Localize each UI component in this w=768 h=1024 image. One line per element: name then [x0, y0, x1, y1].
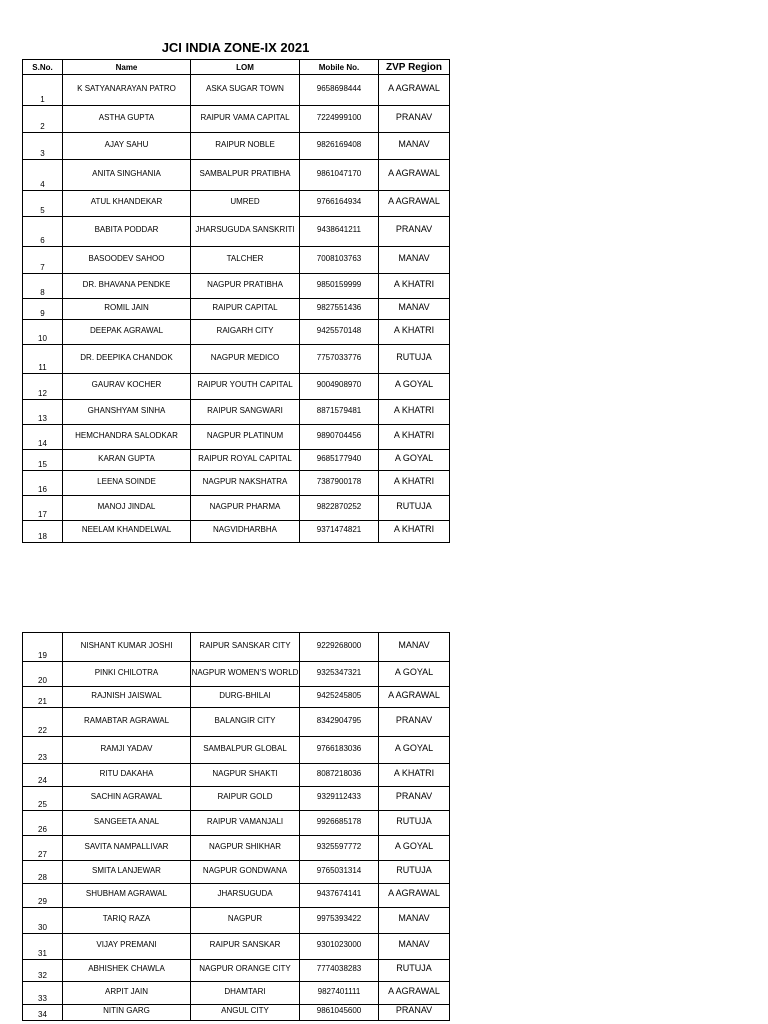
cell-zvp-region: MANAV — [379, 934, 450, 960]
table-row — [23, 400, 450, 425]
cell-mobile: 9861045600 — [300, 1005, 379, 1021]
cell-lom: UMRED — [191, 191, 300, 217]
cell-lom: NAGPUR PRATIBHA — [191, 274, 300, 299]
cell-zvp-region: MANAV — [379, 633, 450, 662]
cell-zvp-region: A KHATRI — [379, 764, 450, 787]
cell-lom: RAIPUR VAMA CAPITAL — [191, 106, 300, 133]
cell-mobile: 7224999100 — [300, 106, 379, 133]
table-row — [23, 737, 450, 764]
cell-lom: NAGPUR SHIKHAR — [191, 836, 300, 861]
cell-name: GAURAV KOCHER — [63, 374, 191, 400]
cell-sno: 31 — [23, 934, 63, 960]
cell-name: ABHISHEK CHAWLA — [63, 960, 191, 982]
table-row — [23, 299, 450, 320]
cell-name: ANITA SINGHANIA — [63, 160, 191, 191]
cell-mobile: 9827551436 — [300, 299, 379, 320]
cell-sno: 1 — [23, 75, 63, 106]
cell-lom: BALANGIR CITY — [191, 708, 300, 737]
table-row — [23, 662, 450, 687]
cell-lom: RAIPUR NOBLE — [191, 133, 300, 160]
cell-mobile: 9827401111 — [300, 982, 379, 1005]
cell-mobile: 7757033776 — [300, 345, 379, 374]
cell-zvp-region: MANAV — [379, 133, 450, 160]
cell-lom: RAIPUR CAPITAL — [191, 299, 300, 320]
cell-sno: 18 — [23, 521, 63, 543]
cell-zvp-region: RUTUJA — [379, 960, 450, 982]
cell-zvp-region: A GOYAL — [379, 737, 450, 764]
cell-zvp-region: MANAV — [379, 908, 450, 934]
cell-zvp-region: A AGRAWAL — [379, 191, 450, 217]
cell-sno: 9 — [23, 299, 63, 320]
table-row — [23, 982, 450, 1005]
cell-mobile: 7387900178 — [300, 471, 379, 496]
table-row — [23, 425, 450, 450]
cell-name: SHUBHAM AGRAWAL — [63, 884, 191, 908]
cell-zvp-region: A KHATRI — [379, 425, 450, 450]
cell-name: K SATYANARAYAN PATRO — [63, 75, 191, 106]
cell-name: DR. DEEPIKA CHANDOK — [63, 345, 191, 374]
cell-name: DEEPAK AGRAWAL — [63, 320, 191, 345]
cell-name: RAMJI YADAV — [63, 737, 191, 764]
cell-mobile: 9301023000 — [300, 934, 379, 960]
cell-mobile: 9425570148 — [300, 320, 379, 345]
cell-name: RAMABTAR AGRAWAL — [63, 708, 191, 737]
cell-name: NEELAM KHANDELWAL — [63, 521, 191, 543]
cell-lom: RAIPUR VAMANJALI — [191, 811, 300, 836]
header-lom: LOM — [191, 60, 300, 75]
cell-zvp-region: A AGRAWAL — [379, 75, 450, 106]
table-row — [23, 374, 450, 400]
cell-sno: 16 — [23, 471, 63, 496]
cell-mobile: 8087218036 — [300, 764, 379, 787]
cell-zvp-region: PRANAV — [379, 217, 450, 247]
cell-zvp-region: A GOYAL — [379, 374, 450, 400]
cell-mobile: 9329112433 — [300, 787, 379, 811]
cell-zvp-region: A GOYAL — [379, 836, 450, 861]
table-row — [23, 811, 450, 836]
cell-sno: 13 — [23, 400, 63, 425]
table-row — [23, 884, 450, 908]
cell-name: SACHIN AGRAWAL — [63, 787, 191, 811]
cell-zvp-region: A AGRAWAL — [379, 160, 450, 191]
cell-lom: NAGPUR ORANGE CITY — [191, 960, 300, 982]
cell-sno: 22 — [23, 708, 63, 737]
cell-mobile: 9685177940 — [300, 450, 379, 471]
cell-name: GHANSHYAM SINHA — [63, 400, 191, 425]
cell-name: ASTHA GUPTA — [63, 106, 191, 133]
table-row — [23, 471, 450, 496]
cell-mobile: 8871579481 — [300, 400, 379, 425]
cell-mobile: 9438641211 — [300, 217, 379, 247]
cell-name: VIJAY PREMANI — [63, 934, 191, 960]
cell-sno: 34 — [23, 1005, 63, 1021]
table-row — [23, 687, 450, 708]
table-row — [23, 1005, 450, 1021]
cell-name: RITU DAKAHA — [63, 764, 191, 787]
header-zvp-region: ZVP Region — [379, 60, 450, 75]
cell-lom: JHARSUGUDA — [191, 884, 300, 908]
cell-sno: 8 — [23, 274, 63, 299]
cell-sno: 25 — [23, 787, 63, 811]
cell-mobile: 9325597772 — [300, 836, 379, 861]
cell-zvp-region: A KHATRI — [379, 274, 450, 299]
cell-mobile: 9822870252 — [300, 496, 379, 521]
cell-lom: NAGPUR GONDWANA — [191, 861, 300, 884]
cell-lom: DURG-BHILAI — [191, 687, 300, 708]
cell-zvp-region: A KHATRI — [379, 471, 450, 496]
document-title: JCI INDIA ZONE-IX 2021 — [161, 40, 310, 55]
cell-sno: 14 — [23, 425, 63, 450]
cell-sno: 26 — [23, 811, 63, 836]
cell-name: KARAN GUPTA — [63, 450, 191, 471]
cell-mobile: 9975393422 — [300, 908, 379, 934]
cell-name: SMITA LANJEWAR — [63, 861, 191, 884]
members-table-1 — [22, 59, 450, 543]
cell-mobile: 9004908970 — [300, 374, 379, 400]
table-row — [23, 450, 450, 471]
cell-lom: RAIPUR SANSKAR — [191, 934, 300, 960]
cell-name: NITIN GARG — [63, 1005, 191, 1021]
cell-zvp-region: RUTUJA — [379, 861, 450, 884]
cell-zvp-region: RUTUJA — [379, 811, 450, 836]
cell-lom: SAMBALPUR GLOBAL — [191, 737, 300, 764]
table-row — [23, 133, 450, 160]
cell-zvp-region: RUTUJA — [379, 345, 450, 374]
cell-sno: 7 — [23, 247, 63, 274]
cell-name: NISHANT KUMAR JOSHI — [63, 633, 191, 662]
cell-name: SANGEETA ANAL — [63, 811, 191, 836]
cell-name: ARPIT JAIN — [63, 982, 191, 1005]
header-name: Name — [63, 60, 191, 75]
cell-lom: RAIGARH CITY — [191, 320, 300, 345]
header-sno: S.No. — [23, 60, 63, 75]
table-row — [23, 191, 450, 217]
cell-sno: 4 — [23, 160, 63, 191]
cell-sno: 17 — [23, 496, 63, 521]
cell-lom: NAGPUR MEDICO — [191, 345, 300, 374]
cell-sno: 23 — [23, 737, 63, 764]
table-row — [23, 708, 450, 737]
cell-name: SAVITA NAMPALLIVAR — [63, 836, 191, 861]
cell-sno: 24 — [23, 764, 63, 787]
cell-sno: 2 — [23, 106, 63, 133]
cell-lom: RAIPUR YOUTH CAPITAL — [191, 374, 300, 400]
cell-sno: 29 — [23, 884, 63, 908]
cell-name: HEMCHANDRA SALODKAR — [63, 425, 191, 450]
cell-lom: TALCHER — [191, 247, 300, 274]
table-row — [23, 345, 450, 374]
table-row — [23, 633, 450, 662]
cell-mobile: 7774038283 — [300, 960, 379, 982]
cell-lom: NAGVIDHARBHA — [191, 521, 300, 543]
table-row — [23, 496, 450, 521]
table-row — [23, 787, 450, 811]
cell-lom: NAGPUR SHAKTI — [191, 764, 300, 787]
cell-mobile: 9371474821 — [300, 521, 379, 543]
table-row — [23, 908, 450, 934]
table-row — [23, 521, 450, 543]
cell-lom: NAGPUR PLATINUM — [191, 425, 300, 450]
cell-lom: DHAMTARI — [191, 982, 300, 1005]
cell-zvp-region: PRANAV — [379, 708, 450, 737]
cell-mobile: 9425245805 — [300, 687, 379, 708]
cell-mobile: 7008103763 — [300, 247, 379, 274]
cell-lom: RAIPUR GOLD — [191, 787, 300, 811]
cell-zvp-region: A AGRAWAL — [379, 884, 450, 908]
cell-sno: 12 — [23, 374, 63, 400]
cell-sno: 33 — [23, 982, 63, 1005]
cell-sno: 19 — [23, 633, 63, 662]
cell-name: RAJNISH JAISWAL — [63, 687, 191, 708]
cell-name: AJAY SAHU — [63, 133, 191, 160]
cell-name: BASOODEV SAHOO — [63, 247, 191, 274]
cell-mobile: 9890704456 — [300, 425, 379, 450]
cell-name: TARIQ RAZA — [63, 908, 191, 934]
cell-zvp-region: A AGRAWAL — [379, 687, 450, 708]
cell-lom: SAMBALPUR PRATIBHA — [191, 160, 300, 191]
table-row — [23, 764, 450, 787]
cell-mobile: 9826169408 — [300, 133, 379, 160]
cell-sno: 30 — [23, 908, 63, 934]
cell-name: PINKI CHILOTRA — [63, 662, 191, 687]
cell-name: BABITA PODDAR — [63, 217, 191, 247]
cell-sno: 10 — [23, 320, 63, 345]
cell-name: ATUL KHANDEKAR — [63, 191, 191, 217]
table-row — [23, 960, 450, 982]
table-row — [23, 160, 450, 191]
cell-sno: 20 — [23, 662, 63, 687]
table-row — [23, 106, 450, 133]
cell-zvp-region: RUTUJA — [379, 496, 450, 521]
cell-zvp-region: A GOYAL — [379, 662, 450, 687]
cell-lom: NAGPUR — [191, 908, 300, 934]
cell-name: ROMIL JAIN — [63, 299, 191, 320]
cell-sno: 5 — [23, 191, 63, 217]
cell-zvp-region: A KHATRI — [379, 521, 450, 543]
cell-zvp-region: A AGRAWAL — [379, 982, 450, 1005]
table-header-row — [23, 60, 450, 75]
cell-lom: RAIPUR SANGWARI — [191, 400, 300, 425]
cell-sno: 15 — [23, 450, 63, 471]
cell-lom: ASKA SUGAR TOWN — [191, 75, 300, 106]
table-row — [23, 217, 450, 247]
cell-zvp-region: PRANAV — [379, 787, 450, 811]
cell-sno: 6 — [23, 217, 63, 247]
table-row — [23, 836, 450, 861]
cell-zvp-region: A KHATRI — [379, 400, 450, 425]
table-row — [23, 320, 450, 345]
cell-mobile: 8342904795 — [300, 708, 379, 737]
cell-mobile: 9765031314 — [300, 861, 379, 884]
header-mobile: Mobile No. — [300, 60, 379, 75]
cell-sno: 27 — [23, 836, 63, 861]
cell-mobile: 9766183036 — [300, 737, 379, 764]
cell-zvp-region: A GOYAL — [379, 450, 450, 471]
cell-zvp-region: MANAV — [379, 247, 450, 274]
cell-zvp-region: A KHATRI — [379, 320, 450, 345]
cell-sno: 28 — [23, 861, 63, 884]
table-row — [23, 934, 450, 960]
cell-zvp-region: PRANAV — [379, 106, 450, 133]
cell-mobile: 9850159999 — [300, 274, 379, 299]
cell-name: LEENA SOINDE — [63, 471, 191, 496]
cell-name: MANOJ JINDAL — [63, 496, 191, 521]
cell-zvp-region: PRANAV — [379, 1005, 450, 1021]
table-row — [23, 274, 450, 299]
cell-mobile: 9325347321 — [300, 662, 379, 687]
table-row — [23, 861, 450, 884]
table-row — [23, 247, 450, 274]
cell-lom: RAIPUR ROYAL CAPITAL — [191, 450, 300, 471]
cell-sno: 11 — [23, 345, 63, 374]
cell-lom: NAGPUR NAKSHATRA — [191, 471, 300, 496]
cell-name: DR. BHAVANA PENDKE — [63, 274, 191, 299]
cell-zvp-region: MANAV — [379, 299, 450, 320]
cell-mobile: 9926685178 — [300, 811, 379, 836]
cell-sno: 32 — [23, 960, 63, 982]
cell-mobile: 9861047170 — [300, 160, 379, 191]
table-row — [23, 75, 450, 106]
cell-lom: JHARSUGUDA SANSKRITI — [191, 217, 300, 247]
cell-mobile: 9229268000 — [300, 633, 379, 662]
cell-mobile: 9437674141 — [300, 884, 379, 908]
cell-lom: ANGUL CITY — [191, 1005, 300, 1021]
cell-mobile: 9766164934 — [300, 191, 379, 217]
cell-lom: NAGPUR PHARMA — [191, 496, 300, 521]
cell-sno: 21 — [23, 687, 63, 708]
cell-lom: NAGPUR WOMEN'S WORLD — [191, 662, 300, 687]
cell-sno: 3 — [23, 133, 63, 160]
members-table-2 — [22, 632, 450, 1021]
cell-mobile: 9658698444 — [300, 75, 379, 106]
cell-lom: RAIPUR SANSKAR CITY — [191, 633, 300, 662]
